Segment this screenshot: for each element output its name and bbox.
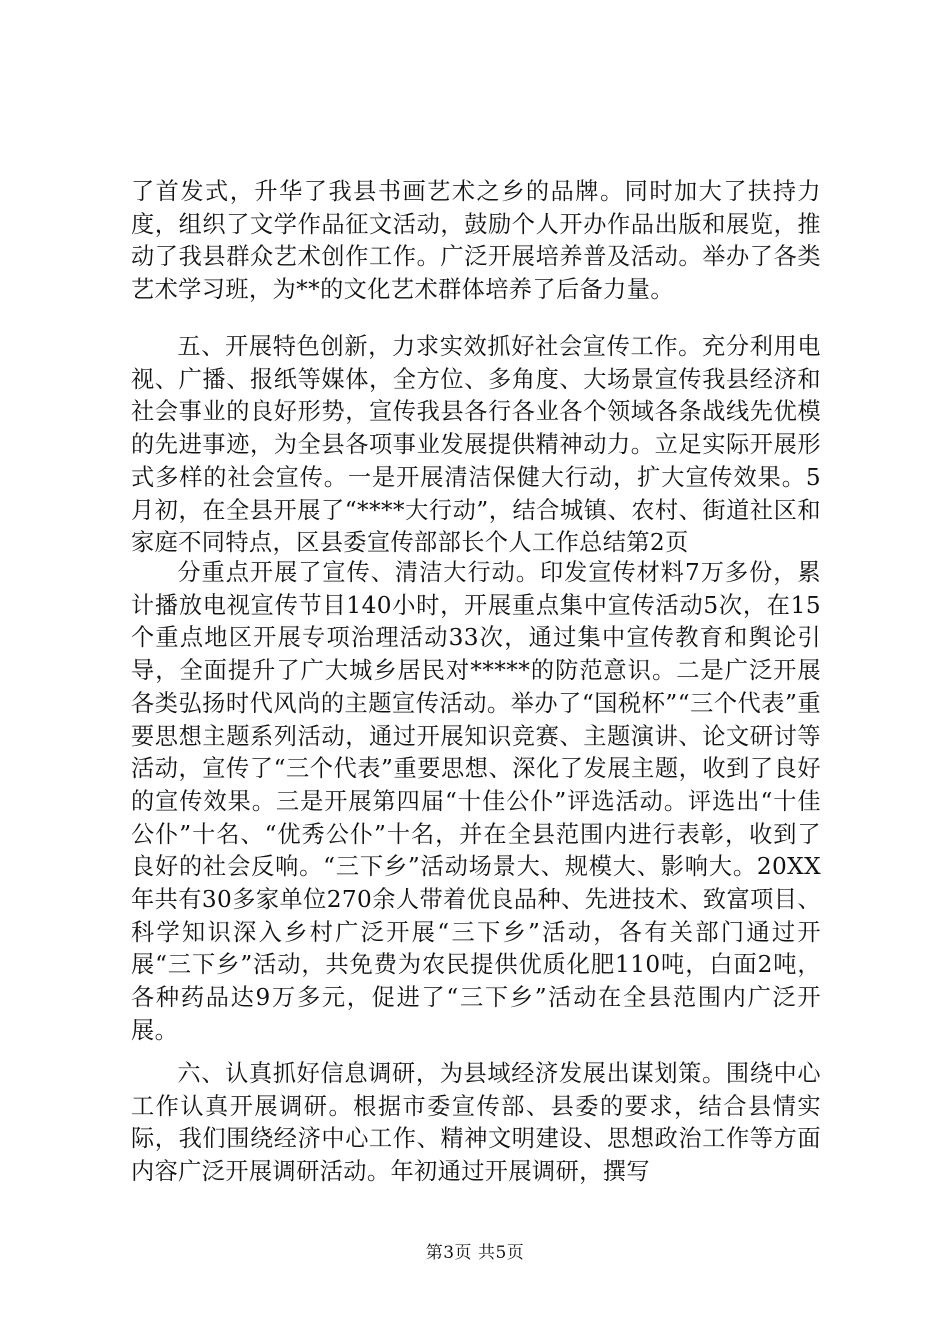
paragraph-publicity-details: 分重点开展了宣传、清洁大行动。印发宣传材料7万多份，累计播放电视宣传节目140小时，开展重点集中宣传活动5次，在15个重点地区开展专项治理活动33次，通过集中宣传教育和舆论引导，全面提升了广大城乡居民对*****的防范意识。二是广泛开展各类弘扬时代风尚的主题宣传活动。举办了“国税杯”“三个代表”重要思想主题系列活动，通过开展知识竞赛、主题演讲、论文研讨等活动，宣传了“三个代表”重要思想、深化了发展主题，收到了良好的宣传效果。三是开展第四届“十佳公仆”评选活动。评选出“十佳公仆”十名、“优秀公仆”十名，并在全县范围内进行表彰，收到了良好的社会反响。“三下乡”活动场景大、规模大、影响大。20XX年共有30多家单位270余人带着优良品种、先进技术、致富项目、科学知识深入乡村广泛开展“三下乡”活动，各有关部门通过开展“三下乡”活动，共免费为农民提供优质化肥110吨，白面2吨，各种药品达9万多元，促进了“三下乡”活动在全县范围内广泛开展。 xyxy=(131,559,821,1044)
paragraph-section-six: 六、认真抓好信息调研，为县域经济发展出谋划策。围绕中心工作认真开展调研。根据市委宣传部、县委的要求，结合县情实际，我们围绕经济中心工作、精神文明建设、思想政治工作等方面内容广泛开展调研活动。年初通过开展调研，撰写 xyxy=(131,1060,821,1186)
paragraph-continuation: 了首发式，升华了我县书画艺术之乡的品牌。同时加大了扶持力度，组织了文学作品征文活动，鼓励个人开办作品出版和展览，推动了我县群众艺术创作工作。广泛开展培养普及活动。举办了各类艺术学习班，为**的文化艺术群体培养了后备力量。 xyxy=(131,178,821,304)
paragraph-section-five: 五、开展特色创新，力求实效抓好社会宣传工作。充分利用电视、广播、报纸等媒体，全方位、多角度、大场景宣传我县经济和社会事业的良好形势，宣传我县各行各业各个领域各条战线先优模的先进事迹，为全县各项事业发展提供精神动力。立足实际开展形式多样的社会宣传。一是开展清洁保健大行动，扩大宣传效果。5月初，在全县开展了“****大行动”，结合城镇、农村、街道社区和家庭不同特点，区县委宣传部部长个人工作总结第2页 xyxy=(131,333,821,557)
page-footer: 第3页 共5页 xyxy=(425,1243,525,1263)
